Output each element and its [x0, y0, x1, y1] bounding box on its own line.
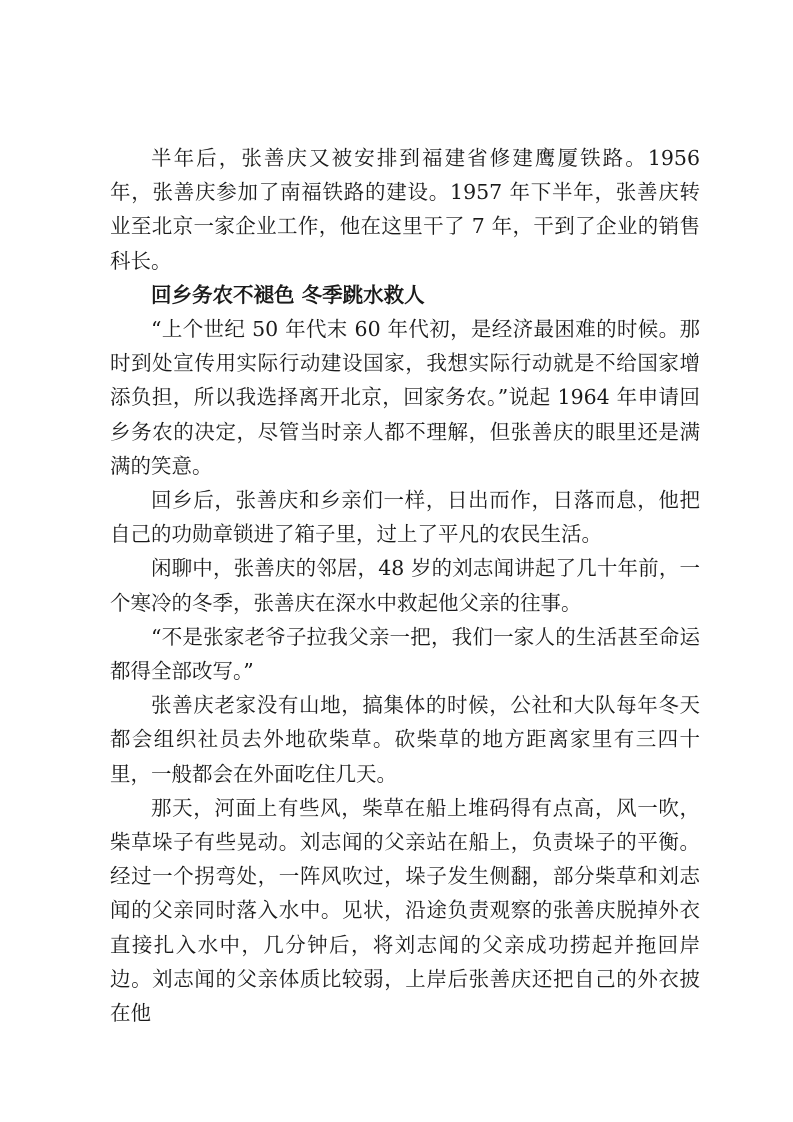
paragraph: “上个世纪 50 年代末 60 年代初，是经济最困难的时候。那时到处宣传用实际行动建设国家，我想实际行动就是不给国家增添负担，所以我选择离开北京，回家务农。”说起 1964 年申请回乡务农的决定，尽管当时亲人都不理解，但张善庆的眼里还是满满的笑意。 [110, 317, 700, 478]
paragraph: “不是张家老爷子拉我父亲一把，我们一家人的生活甚至命运都得全部改写。” [110, 624, 700, 684]
paragraph: 那天，河面上有些风，柴草在船上堆码得有点高，风一吹，柴草垛子有些晃动。刘志闻的父亲站在船上，负责垛子的平衡。经过一个拐弯处，一阵风吹过，垛子发生侧翻，部分柴草和刘志闻的父亲同时落入水中。见状，沿途负责观察的张善庆脱掉外衣直接扎入水中，几分钟后，将刘志闻的父亲成功捞起并拖回岸边。刘志闻的父亲体质比较弱，上岸后张善庆还把自己的外衣披在他 [110, 795, 700, 1026]
section-heading: 回乡务农不褪色 冬季跳水救人 [151, 282, 425, 307]
paragraph: 闲聊中，张善庆的邻居，48 岁的刘志闻讲起了几十年前，一个寒冷的冬季，张善庆在深水中救起他父亲的往事。 [110, 556, 700, 615]
document-body [110, 141, 700, 1030]
paragraph: 回乡后，张善庆和乡亲们一样，日出而作，日落而息，他把自己的功勋章锁进了箱子里，过上了平凡的农民生活。 [110, 488, 700, 547]
paragraph: 半年后，张善庆又被安排到福建省修建鹰厦铁路。1956 年，张善庆参加了南福铁路的建设。1957 年下半年，张善庆转业至北京一家企业工作，他在这里干了 7 年，干到了企业的销售科长。 [110, 146, 700, 273]
paragraph: 张善庆老家没有山地，搞集体的时候，公社和大队每年冬天都会组织社员去外地砍柴草。砍柴草的地方距离家里有三四十里，一般都会在外面吃住几天。 [110, 693, 700, 786]
